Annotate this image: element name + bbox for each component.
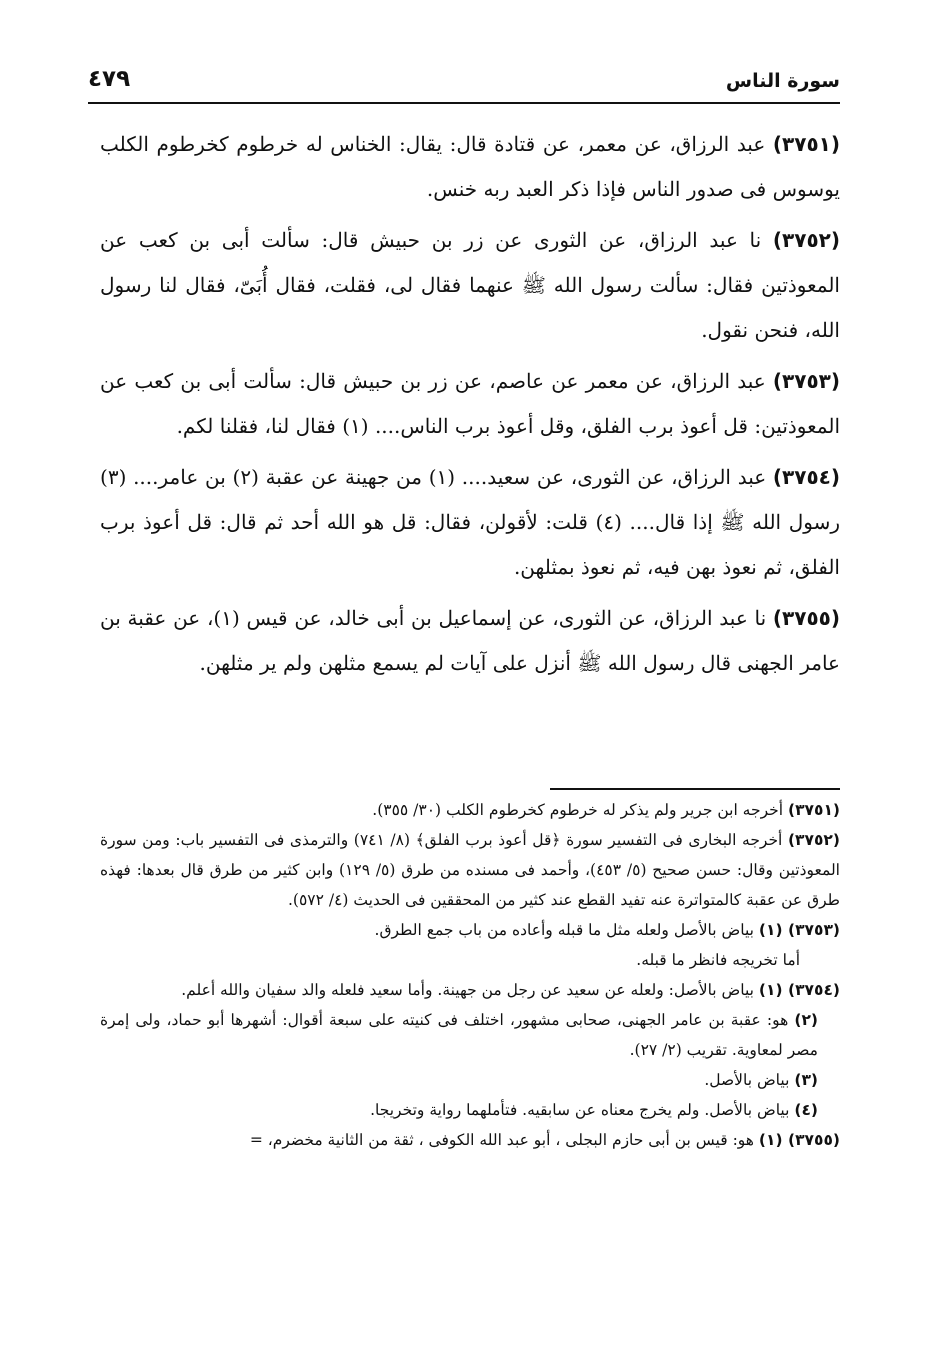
footnote-ref: (٤) <box>794 1101 818 1119</box>
footnote-3751 <box>100 795 840 825</box>
hadith-text: عبد الرزاق، عن معمر عن عاصم، عن زر بن حبيش قال: سألت أبى بن كعب عن المعوذتين: قل أعوذ برب الفلق، وقل أعوذ برب الناس.... (١) فقال لنا، فقلنا لكم. <box>100 369 840 438</box>
footnote-3753-continuation <box>100 945 840 975</box>
hadith-text: نا عبد الرزاق، عن الثورى، عن إسماعيل بن أبى خالد، عن قيس (١)، عن عقبة بن عامر الجهنى قال رسول الله ﷺ أنزل على آيات لم يسمع مثلهن ولم ير مثلهن. <box>100 606 840 675</box>
footnote-text: بياض بالأصل ولعله مثل ما قبله وأعاده من باب جمع الطرق. <box>374 921 754 939</box>
main-text <box>100 122 840 692</box>
hadith-number: (٣٧٥١) <box>772 132 840 156</box>
footnote-3753-1 <box>100 915 840 945</box>
hadith-number: (٣٧٥٣) <box>772 369 840 393</box>
footnote-text: هو: عقبة بن عامر الجهنى، صحابى مشهور، اختلف فى كنيته على سبعة أقوال: أشهرها أبو حماد، ولى إمرة مصر لمعاوية. تقريب (٢/ ٢٧). <box>100 1011 818 1059</box>
footnote-3755-1 <box>100 1125 840 1155</box>
footnote-3754-2 <box>100 1005 840 1065</box>
footnote-text: أخرجه ابن جرير ولم يذكر له خرطوم كخرطوم الكلب (٣٠/ ٣٥٥). <box>372 801 784 819</box>
footnote-3754-1 <box>100 975 840 1005</box>
footnotes <box>100 795 840 1155</box>
hadith-number: (٣٧٥٥) <box>772 606 841 630</box>
hadith-text: نا عبد الرزاق، عن الثورى عن زر بن حبيش قال: سألت أبى بن كعب عن المعوذتين فقال: سألت رسول الله ﷺ عنهما فقال لى، فقلت، فقال أُبَىّ، فقال لنا رسول الله، فنحن نقول. <box>100 228 840 342</box>
hadith-text: عبد الرزاق، عن معمر، عن قتادة قال: يقال: الخناس له خرطوم كخرطوم الكلب يوسوس فى صدور الناس فإذا ذكر العبد ربه خنس. <box>100 132 840 201</box>
footnote-3754-4 <box>100 1095 840 1125</box>
footnote-text: بياض بالأصل. <box>704 1071 790 1089</box>
footnote-3754-3 <box>100 1065 840 1095</box>
hadith-3755 <box>100 596 840 686</box>
footnote-text: أما تخريجه فانظر ما قبله. <box>636 951 800 969</box>
page-header <box>88 60 840 104</box>
hadith-number: (٣٧٥٤) <box>772 465 840 489</box>
footnote-text: بياض بالأصل. ولم يخرج معناه عن سابقيه. فتأملهما رواية وتخريجا. <box>370 1101 790 1119</box>
footnote-ref: (٣٧٥٢) <box>787 831 840 849</box>
hadith-text: عبد الرزاق، عن الثورى، عن سعيد.... (١) من جهينة عن عقبة (٢) بن عامر.... (٣) رسول الله ﷺ إذا قال.... (٤) قلت: لأقولن، فقال: قل هو الله أحد ثم قال: قل أعوذ برب الفلق، ثم نعوذ بهن فيه، ثم نعوذ بمثلهن. <box>100 465 840 579</box>
hadith-3752 <box>100 218 840 353</box>
footnote-ref: (٣) <box>794 1071 818 1089</box>
hadith-3751 <box>100 122 840 212</box>
hadith-number: (٣٧٥٢) <box>772 228 841 252</box>
footnote-ref: (٣٧٥٤) (١) <box>758 981 840 999</box>
footnote-ref: (٣٧٥١) <box>787 801 840 819</box>
page-number: ٤٧٩ <box>88 66 131 92</box>
footnote-text: هو: قيس بن أبى حازم البجلى ، أبو عبد الله الكوفى ، ثقة من الثانية مخضرم، = <box>249 1131 754 1149</box>
footnote-text: بياض بالأصل: ولعله عن سعيد عن رجل من جهينة. وأما سعيد فلعله والد سفيان والله أعلم. <box>181 981 754 999</box>
footnote-ref: (٣٧٥٣) (١) <box>758 921 840 939</box>
footnote-ref: (٣٧٥٥) (١) <box>758 1131 840 1149</box>
footnote-text: أخرجه البخارى فى التفسير سورة ﴿قل أعوذ برب الفلق﴾ (٨/ ٧٤١) والترمذى فى التفسير باب: ومن سورة المعوذتين وقال: حسن صحيح (٥/ ٤٥٣)، وأحمد فى مسنده من طرق (٥/ ١٢٩) وابن كثير من طرق قال بعدها: فهذه طرق عن عقبة كالمتواترة عنه تفيد القطع عند كثير من المحققين فى الحديث (٤/ ٥٧٢). <box>100 831 840 909</box>
footnote-separator <box>550 788 840 790</box>
hadith-3754 <box>100 455 840 590</box>
hadith-3753 <box>100 359 840 449</box>
surah-title: سورة الناس <box>725 70 840 92</box>
footnote-ref: (٢) <box>794 1011 818 1029</box>
footnote-3752 <box>100 825 840 915</box>
